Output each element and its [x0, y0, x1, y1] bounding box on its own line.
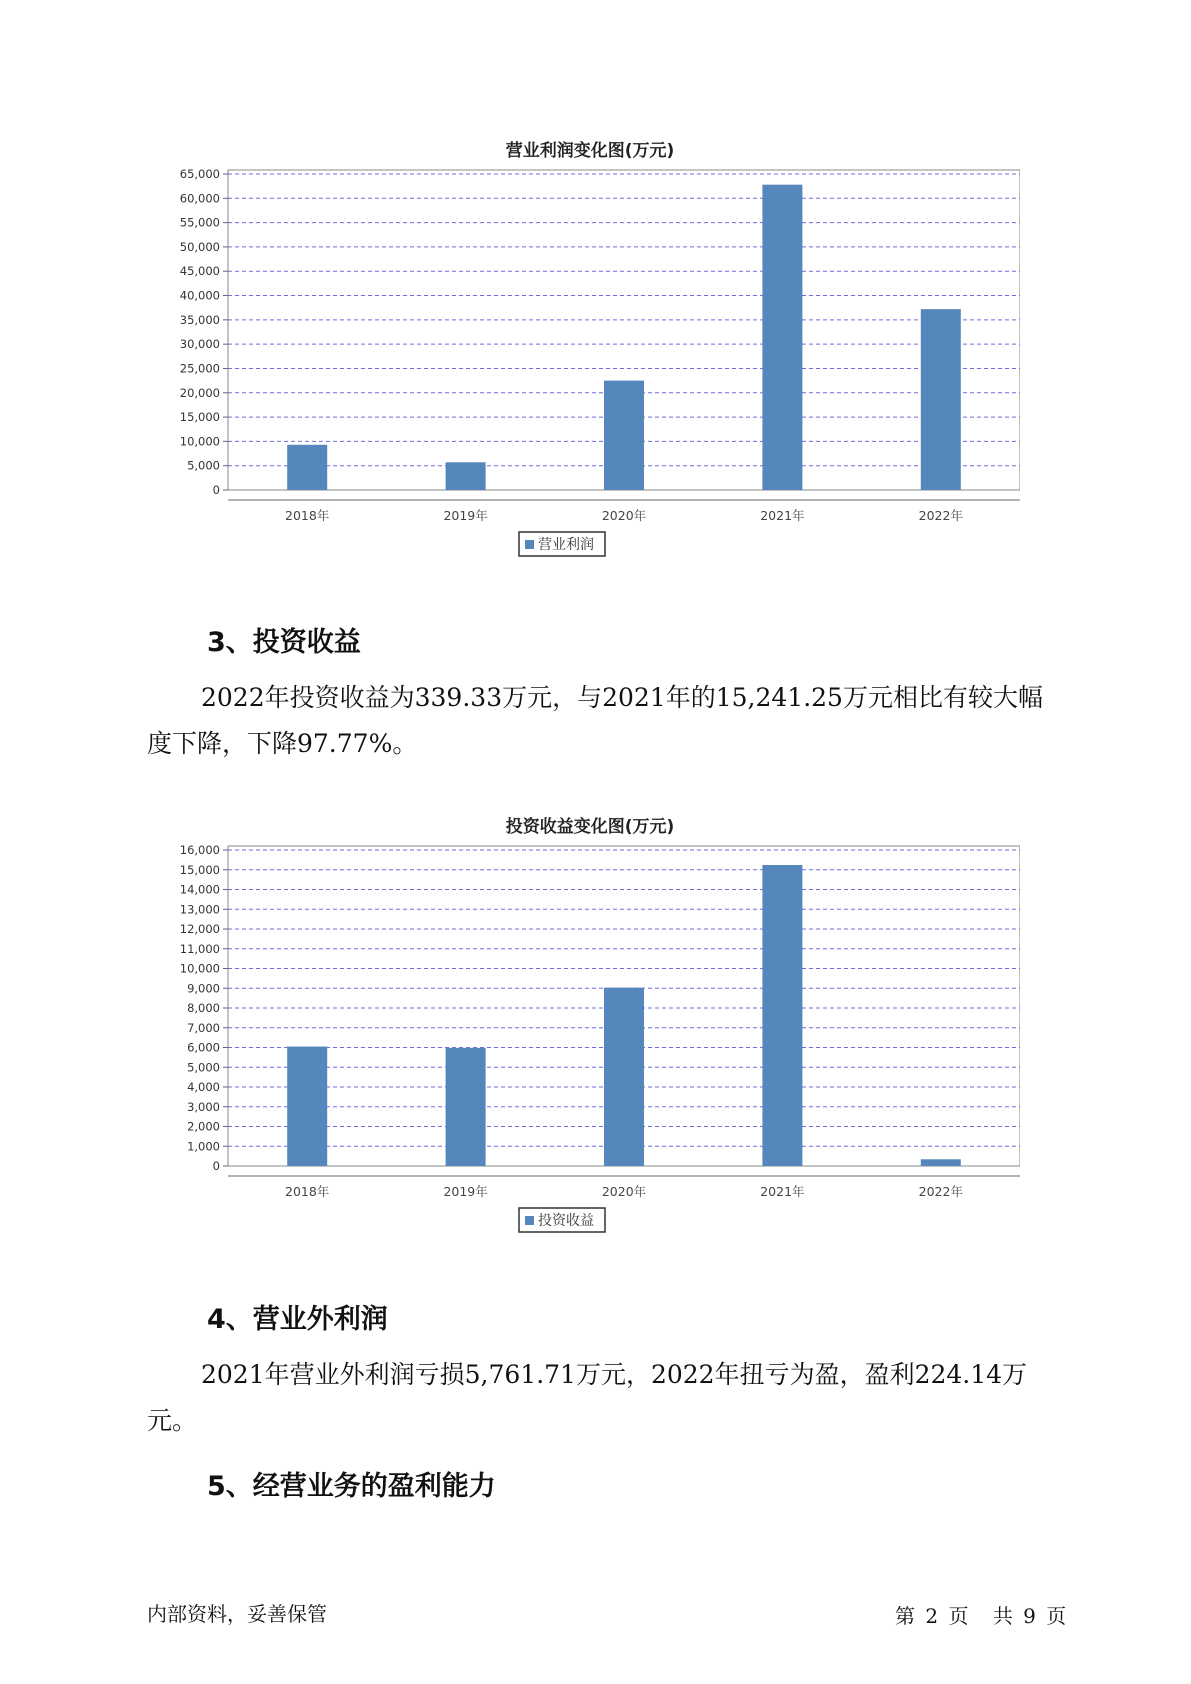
investment-income-chart — [160, 806, 1020, 1256]
y-tick-label: 60,000 — [179, 191, 220, 206]
y-tick-label: 30,000 — [179, 337, 220, 352]
bar — [604, 988, 644, 1166]
y-tick-label: 13,000 — [179, 902, 220, 917]
section-heading-operating-profitability: 5、经营业务的盈利能力 — [207, 1471, 496, 1502]
y-tick-label: 20,000 — [179, 385, 220, 400]
x-tick-label: 2020年 — [601, 508, 647, 523]
legend-label: 投资收益 — [538, 1213, 594, 1229]
footer-confidential-note: 内部资料，妥善保管 — [147, 1602, 327, 1626]
chart-title: 营业利润变化图(万元) — [505, 141, 675, 161]
total-prefix: 共 — [992, 1604, 1013, 1628]
y-tick-label: 0 — [212, 483, 220, 497]
paragraph-non-operating-profit: 2021年营业外利润亏损5,761.71万元，2022年扭亏为盈，盈利224.14万元。 — [147, 1360, 1028, 1435]
x-tick-label: 2021年 — [760, 508, 805, 523]
operating-profit-chart — [160, 130, 1020, 580]
investment-income-chart-svg — [160, 806, 1020, 1256]
y-tick-label: 14,000 — [179, 882, 220, 897]
y-tick-label: 6,000 — [187, 1040, 220, 1055]
total-suffix: 页 — [1046, 1604, 1067, 1628]
section-heading-non-operating-profit: 4、营业外利润 — [207, 1304, 388, 1335]
bar — [921, 309, 961, 490]
y-tick-label: 55,000 — [179, 215, 220, 230]
x-tick-label: 2019年 — [443, 508, 488, 523]
x-tick-label: 2019年 — [443, 1184, 488, 1199]
x-tick-label: 2022年 — [918, 1184, 963, 1199]
bar — [762, 865, 802, 1166]
y-tick-label: 0 — [212, 1159, 220, 1173]
y-tick-label: 10,000 — [179, 434, 220, 449]
bar — [287, 1047, 327, 1166]
y-tick-label: 4,000 — [187, 1080, 220, 1094]
x-tick-label: 2020年 — [601, 1184, 647, 1199]
y-tick-label: 8,000 — [187, 1001, 220, 1015]
y-tick-label: 16,000 — [179, 843, 220, 857]
y-tick-label: 5,000 — [187, 458, 220, 473]
legend-swatch — [525, 540, 534, 549]
bar — [604, 381, 644, 490]
x-tick-label: 2018年 — [285, 1184, 330, 1199]
bar — [446, 462, 486, 490]
page-number: 2 — [925, 1604, 939, 1628]
y-tick-label: 12,000 — [179, 922, 220, 936]
y-tick-label: 1,000 — [187, 1139, 220, 1154]
legend-swatch — [525, 1216, 534, 1225]
y-tick-label: 7,000 — [187, 1020, 220, 1035]
bar — [446, 1048, 486, 1166]
y-tick-label: 5,000 — [187, 1060, 220, 1075]
bar — [762, 185, 802, 490]
y-tick-label: 11,000 — [179, 941, 220, 956]
bar — [921, 1159, 961, 1166]
total-pages: 9 — [1023, 1604, 1036, 1628]
page-prefix: 第 — [895, 1604, 915, 1628]
x-tick-label: 2022年 — [918, 508, 963, 523]
bar — [287, 445, 327, 490]
section-heading-investment-income: 3、投资收益 — [207, 627, 361, 658]
y-tick-label: 25,000 — [179, 361, 220, 376]
footer-page-number — [895, 1600, 1070, 1629]
y-tick-label: 15,000 — [179, 410, 220, 425]
y-tick-label: 3,000 — [187, 1099, 220, 1114]
x-tick-label: 2021年 — [760, 1184, 805, 1199]
x-tick-label: 2018年 — [285, 508, 330, 523]
legend-label: 营业利润 — [538, 537, 594, 553]
y-tick-label: 2,000 — [187, 1119, 220, 1134]
y-tick-label: 40,000 — [179, 288, 220, 303]
y-tick-label: 65,000 — [179, 167, 220, 181]
chart-title: 投资收益变化图(万元) — [505, 817, 675, 837]
y-tick-label: 45,000 — [179, 264, 220, 279]
y-tick-label: 9,000 — [187, 981, 220, 996]
operating-profit-chart-svg — [160, 130, 1020, 580]
y-tick-label: 15,000 — [179, 862, 220, 877]
y-tick-label: 50,000 — [179, 239, 220, 254]
y-tick-label: 10,000 — [179, 961, 220, 976]
y-tick-label: 35,000 — [179, 312, 220, 327]
page-word: 页 — [948, 1604, 969, 1628]
paragraph-investment-income: 2022年投资收益为339.33万元，与2021年的15,241.25万元相比有较大幅度下降，下降97.77%。 — [147, 683, 1043, 758]
